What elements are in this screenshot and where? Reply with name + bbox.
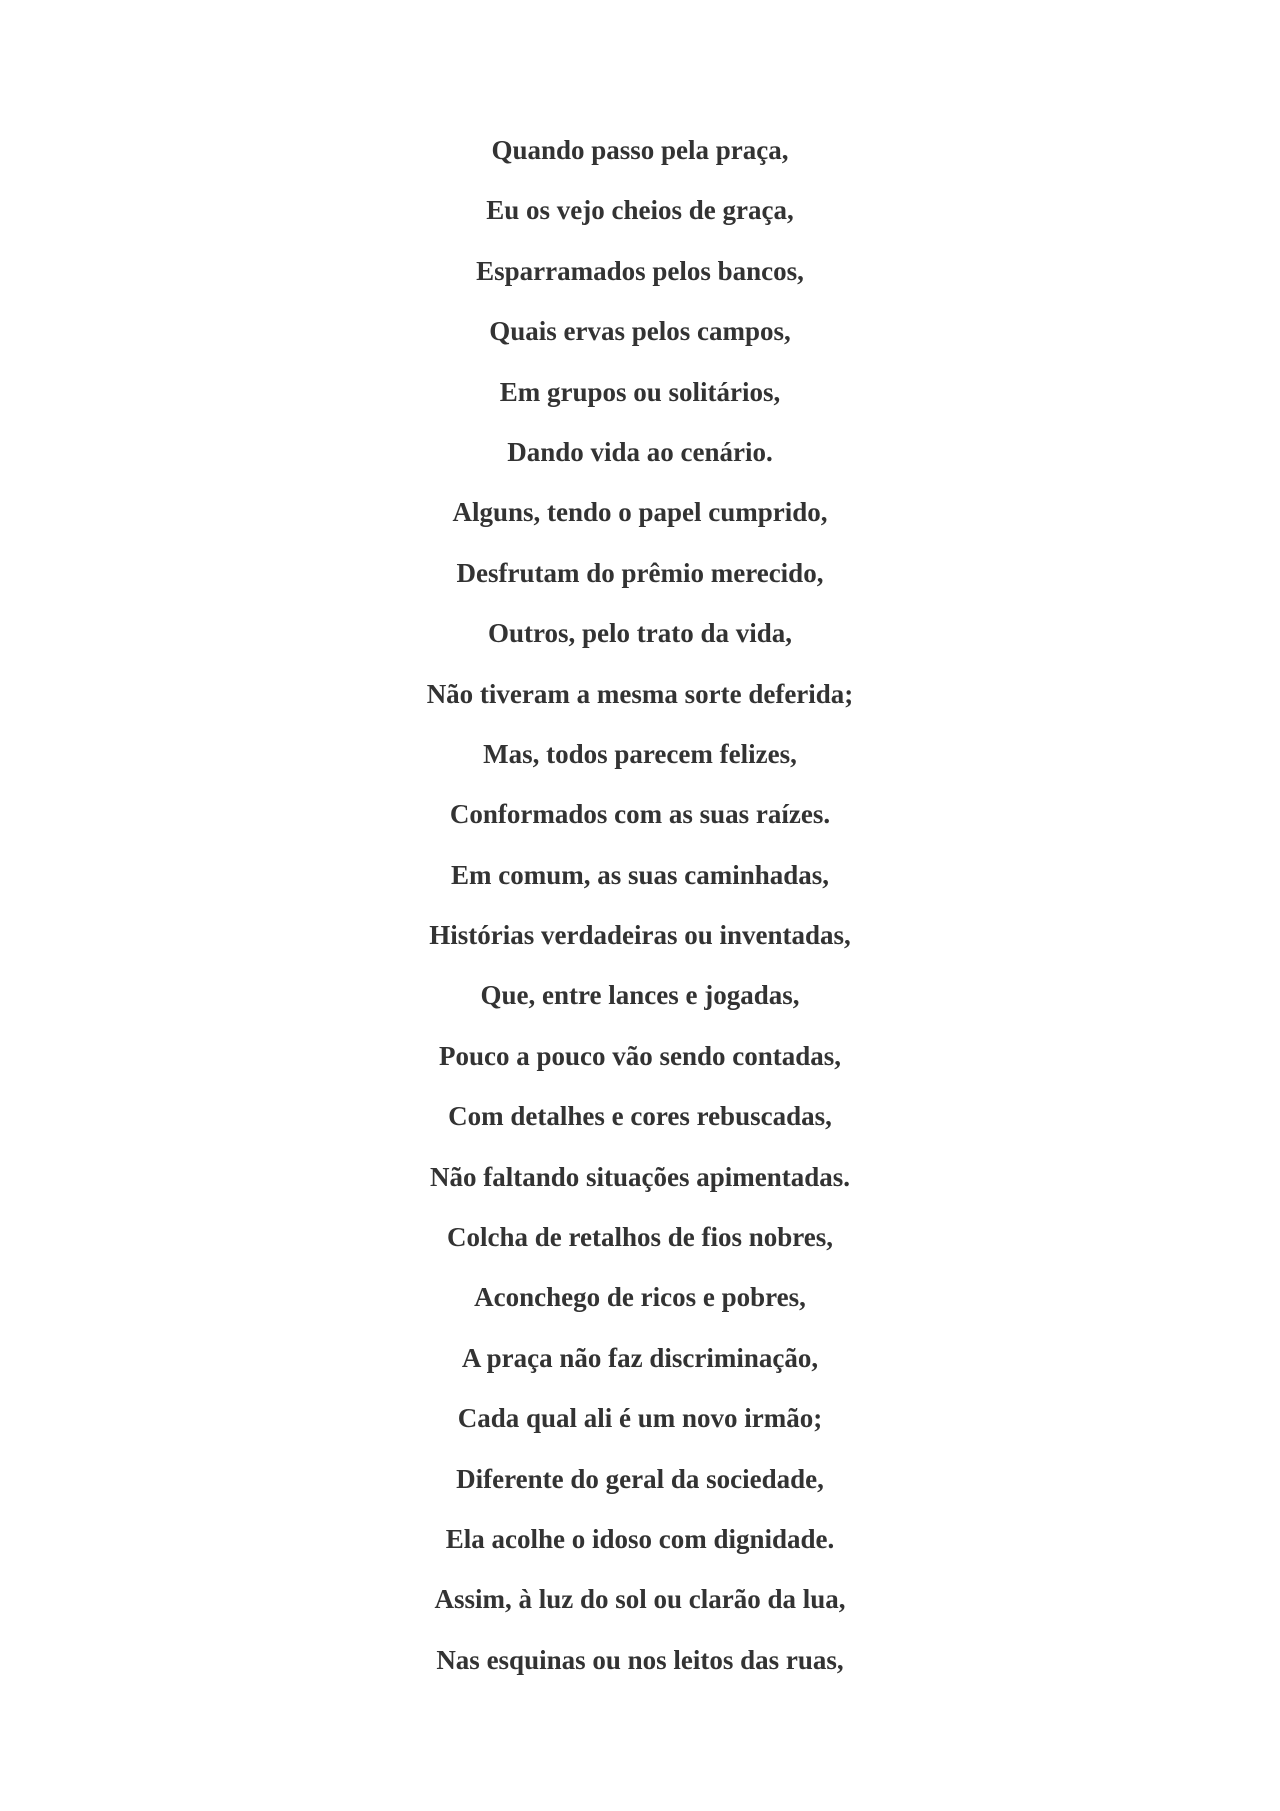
poem-line: Com detalhes e cores rebuscadas, (448, 1101, 832, 1132)
poem-stanza (0, 135, 1280, 1705)
poem-line: A praça não faz discriminação, (461, 1342, 819, 1373)
poem-line: Não faltando situações apimentadas. (429, 1161, 851, 1192)
poem-line: Eu os vejo cheios de graça, (486, 195, 794, 226)
poem-line: Mas, todos parecem felizes, (483, 738, 797, 769)
poem-line: Nas esquinas ou nos leitos das ruas, (436, 1644, 844, 1675)
poem-line: Desfrutam do prêmio merecido, (456, 557, 824, 588)
poem-line: Histórias verdadeiras ou inventadas, (429, 920, 851, 951)
poem-line: Quando passo pela praça, (491, 135, 789, 165)
poem-line: Cada qual ali é um novo irmão; (457, 1403, 823, 1434)
poem-line: Colcha de retalhos de fios nobres, (446, 1222, 833, 1253)
poem-line: Pouco a pouco vão sendo contadas, (438, 1040, 842, 1071)
poem-line: Aconchego de ricos e pobres, (474, 1282, 806, 1313)
poem-line: Que, entre lances e jogadas, (480, 980, 800, 1011)
poem-line: Dando vida ao cenário. (507, 436, 773, 467)
poem-line: Assim, à luz do sol ou clarão da lua, (434, 1584, 846, 1615)
poem-line: Em grupos ou solitários, (499, 376, 781, 407)
poem-line: Outros, pelo trato da vida, (487, 618, 792, 649)
poem-line: Conformados com as suas raízes. (449, 799, 831, 830)
poem-line: Esparramados pelos bancos, (476, 255, 804, 286)
poem-line: Diferente do geral da sociedade, (456, 1463, 824, 1494)
poem-line: Ela acolhe o idoso com dignidade. (445, 1523, 835, 1554)
poem-line: Não tiveram a mesma sorte deferida; (426, 678, 854, 709)
poem-line: Quais ervas pelos campos, (489, 316, 791, 347)
poem-line: Alguns, tendo o papel cumprido, (452, 497, 828, 528)
poem-line: Em comum, as suas caminhadas, (450, 859, 830, 890)
